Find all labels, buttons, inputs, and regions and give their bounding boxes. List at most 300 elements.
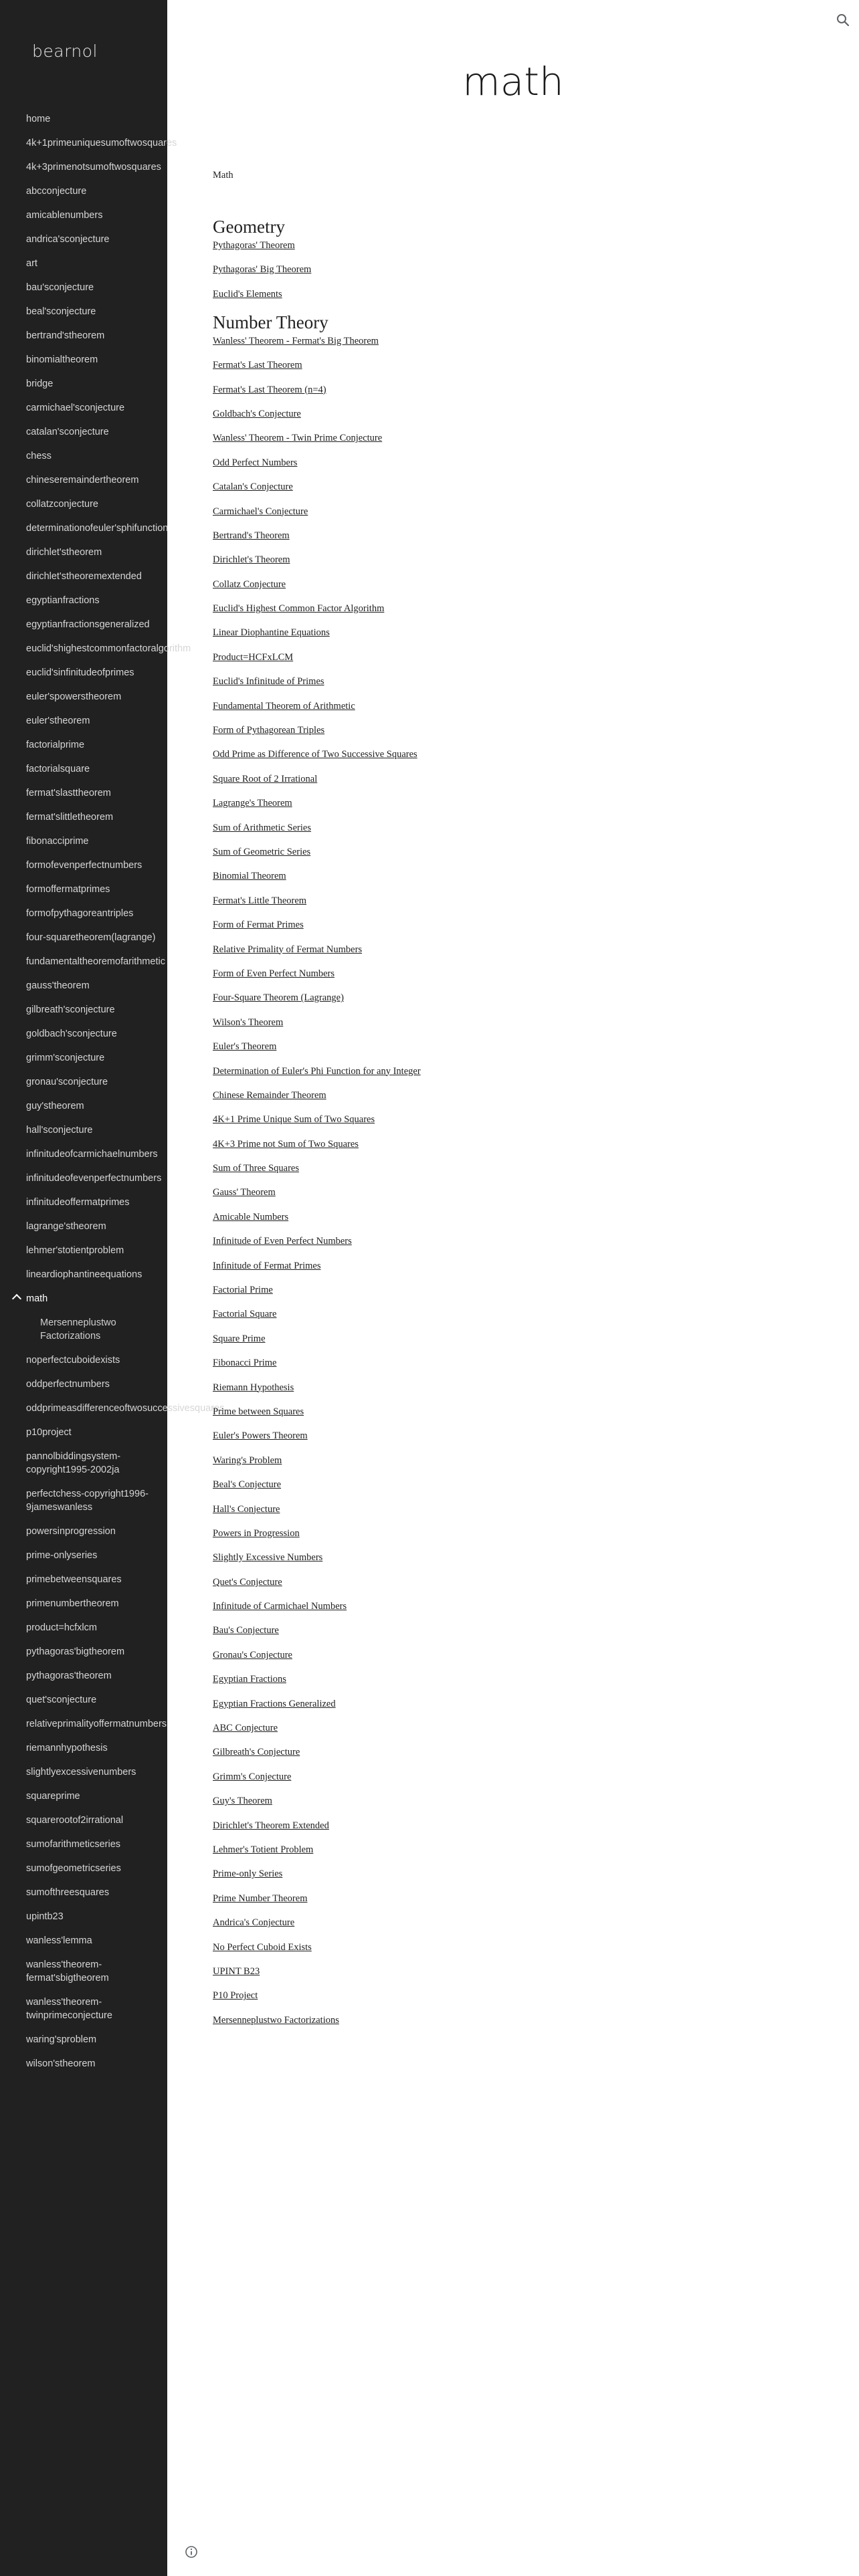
sidebar-item-bau-sconjecture[interactable] <box>0 276 167 300</box>
list-item <box>213 1624 815 1637</box>
sidebar-item-wanless-theorem-fermat-sbigtheorem[interactable] <box>0 1953 167 1990</box>
sidebar-item-label: 4k+3primenotsumoftwosquares <box>26 162 161 173</box>
page-link[interactable]: Product=HCFxLCM <box>213 651 294 663</box>
sidebar-item-product-hcfxlcm[interactable] <box>0 1616 167 1640</box>
page-link[interactable]: Bertrand's Theorem <box>213 530 290 541</box>
page-link[interactable]: Form of Even Perfect Numbers <box>213 968 335 979</box>
sidebar-item-label: formoffermatprimes <box>26 884 110 895</box>
list-item <box>213 772 815 786</box>
sidebar-item-label: fermat'slasttheorem <box>26 788 111 798</box>
page-link[interactable]: Factorial Prime <box>213 1285 273 1296</box>
page-link[interactable]: Guy's Theorem <box>213 1796 272 1807</box>
sidebar-item-label: pythagoras'theorem <box>26 1671 112 1681</box>
page-link[interactable]: Euclid's Infinitude of Primes <box>213 676 324 687</box>
page-link[interactable]: Form of Fermat Primes <box>213 920 304 931</box>
page-link[interactable]: Amicable Numbers <box>213 1211 289 1222</box>
site-title[interactable]: bearnol <box>32 41 98 61</box>
list-item <box>213 943 815 956</box>
page-link[interactable]: Prime between Squares <box>213 1406 304 1417</box>
page-link[interactable]: Quet's Conjecture <box>213 1576 282 1588</box>
page-link[interactable]: No Perfect Cuboid Exists <box>213 1941 312 1953</box>
sidebar-item-oddprimeasdifferenceoftwosuccessivesquares[interactable] <box>0 1396 225 1420</box>
page-link[interactable]: Square Prime <box>213 1333 266 1344</box>
list-item <box>213 1697 815 1711</box>
sidebar-item-fundamentaltheoremofarithmetic[interactable] <box>0 950 167 974</box>
page-link[interactable]: Euclid's Highest Common Factor Algorithm <box>213 603 385 615</box>
sidebar-item-label: primebetweensquares <box>26 1574 122 1585</box>
list-item <box>213 383 815 397</box>
sidebar-item-label: bertrand'stheorem <box>26 330 105 341</box>
list-item <box>213 602 815 615</box>
sidebar-item-label: riemannhypothesis <box>26 1743 108 1753</box>
sidebar-item-determinationofeuler-sphifunction[interactable] <box>0 516 167 540</box>
page-link[interactable]: Gilbreath's Conjecture <box>213 1747 300 1758</box>
list-item <box>213 626 815 639</box>
sidebar-item-formofevenperfectnumbers[interactable] <box>0 853 167 877</box>
list-item <box>213 821 815 835</box>
page-link[interactable]: Prime-only Series <box>213 1868 283 1880</box>
page-link[interactable]: Waring's Problem <box>213 1455 282 1466</box>
sidebar-item-label: sumofgeometricseries <box>26 1863 121 1874</box>
sidebar-item-label: sumofarithmeticseries <box>26 1839 121 1850</box>
sidebar-item-label: factorialsquare <box>26 764 90 774</box>
sidebar-item-formoffermatprimes[interactable] <box>0 877 167 901</box>
sidebar-item-label: determinationofeuler'sphifunction <box>26 523 169 534</box>
sidebar-item-label: art <box>26 258 37 269</box>
list-item <box>213 1381 815 1394</box>
sidebar-item-label: home <box>26 114 51 124</box>
sidebar-item-label: catalan'sconjecture <box>26 427 109 437</box>
list-item <box>213 1138 815 1151</box>
sidebar-item-label: oddprimeasdifferenceoftwosuccessivesquares <box>26 1403 225 1414</box>
sidebar-item-lehmer-stotientproblem[interactable] <box>0 1239 167 1263</box>
sidebar-item-label: dirichlet'stheoremextended <box>26 571 142 582</box>
sidebar-item-label: goldbach'sconjecture <box>26 1029 117 1039</box>
sidebar-item-abcconjecture[interactable] <box>0 179 167 203</box>
list-item <box>213 1259 815 1273</box>
sidebar-item-label: gilbreath'sconjecture <box>26 1004 115 1015</box>
page-link[interactable]: Dirichlet's Theorem Extended <box>213 1820 329 1831</box>
page-link[interactable]: Factorial Square <box>213 1309 277 1320</box>
sidebar-item-primenumbertheorem[interactable] <box>0 1592 167 1616</box>
sidebar-item-label: math <box>26 1293 48 1304</box>
section-heading-number-theory: Number Theory <box>213 312 328 332</box>
sidebar-item-gilbreath-sconjecture[interactable] <box>0 998 167 1022</box>
page-link[interactable]: Linear Diophantine Equations <box>213 627 330 639</box>
sidebar-item-grimm-sconjecture[interactable] <box>0 1046 167 1070</box>
sidebar-item-art[interactable] <box>0 251 167 276</box>
page-link[interactable]: Infinitude of Even Perfect Numbers <box>213 1236 352 1247</box>
sidebar-item-label: formofpythagoreantriples <box>26 908 134 919</box>
sidebar-item-four-squaretheorem-lagrange[interactable] <box>0 926 167 950</box>
page-link[interactable]: Fundamental Theorem of Arithmetic <box>213 700 355 712</box>
intro-text: Math <box>213 170 233 181</box>
list-item <box>213 1721 815 1735</box>
sidebar-item-squareprime[interactable] <box>0 1784 167 1808</box>
sidebar-item-infinitudeofevenperfectnumbers[interactable] <box>0 1166 167 1190</box>
sidebar-item-label: grimm'sconjecture <box>26 1053 105 1063</box>
page-link[interactable]: Dirichlet's Theorem <box>213 554 290 566</box>
page-link[interactable]: Euler's Powers Theorem <box>213 1430 308 1442</box>
sidebar-item-wanless-theorem-twinprimeconjecture[interactable] <box>0 1990 167 2028</box>
sidebar-item-waring-sproblem[interactable] <box>0 2028 167 2052</box>
sidebar-item-wilson-stheorem[interactable] <box>0 2052 167 2076</box>
sidebar-item-label: infinitudeoffermatprimes <box>26 1197 130 1208</box>
list-item <box>213 1819 815 1832</box>
sidebar-item-noperfectcuboidexists[interactable] <box>0 1348 167 1372</box>
sidebar-item-pythagoras-bigtheorem[interactable] <box>0 1640 167 1664</box>
list-item <box>213 1941 815 1954</box>
sidebar-item-bridge[interactable] <box>0 372 167 396</box>
list-item <box>213 1162 815 1175</box>
list-item <box>213 578 815 591</box>
sidebar-item-label: upintb23 <box>26 1911 64 1922</box>
list-item <box>213 553 815 566</box>
page-link[interactable]: Infinitude of Carmichael Numbers <box>213 1601 347 1612</box>
sidebar-item-4k-3primenotsumoftwosquares[interactable] <box>0 155 167 179</box>
sidebar-item-collatzconjecture[interactable] <box>0 492 167 516</box>
sidebar-item-label: infinitudeofcarmichaelnumbers <box>26 1149 158 1160</box>
list-item <box>213 918 815 932</box>
page-link[interactable]: Slightly Excessive Numbers <box>213 1552 323 1564</box>
sidebar-item-euclid-shighestcommonfactoralgorithm[interactable] <box>0 637 191 661</box>
sidebar-item-label: gronau'sconjecture <box>26 1077 108 1087</box>
sidebar-item-perfectchess-copyright1996-9jameswanless[interactable] <box>0 1482 167 1519</box>
list-item <box>213 1989 815 2002</box>
sidebar-item-label: noperfectcuboidexists <box>26 1355 120 1366</box>
sidebar-item-sumofthreesquares[interactable] <box>0 1881 167 1905</box>
page-link[interactable]: 4K+1 Prime Unique Sum of Two Squares <box>213 1114 375 1125</box>
page-link[interactable]: Lagrange's Theorem <box>213 798 292 809</box>
page-link[interactable]: Fermat's Last Theorem <box>213 360 302 371</box>
sidebar-item-amicablenumbers[interactable] <box>0 203 167 227</box>
sidebar-item-euler-stheorem[interactable] <box>0 709 167 733</box>
list-item <box>213 869 815 883</box>
list-item <box>213 1089 815 1102</box>
page-link[interactable]: Pythagoras' Big Theorem <box>213 264 312 276</box>
list-item <box>213 991 815 1004</box>
page-link[interactable]: Gauss' Theorem <box>213 1187 276 1198</box>
sidebar-item-label: lagrange'stheorem <box>26 1221 106 1232</box>
page-link[interactable]: Odd Perfect Numbers <box>213 457 298 468</box>
page-link[interactable]: Andrica's Conjecture <box>213 1917 295 1929</box>
sidebar-item-factorialprime[interactable] <box>0 733 167 757</box>
sidebar-item-label: fibonacciprime <box>26 836 89 847</box>
list-item <box>213 1040 815 1053</box>
page-link[interactable]: P10 Project <box>213 1990 258 2002</box>
sidebar-item-label: 4k+1primeuniquesumoftwosquares <box>26 138 177 148</box>
sidebar-item-carmichael-sconjecture[interactable] <box>0 396 167 420</box>
page-link[interactable]: Gronau's Conjecture <box>213 1649 292 1660</box>
sidebar-item-label: wanless'theorem-twinprimeconjecture <box>26 1997 112 2021</box>
sidebar-item-gauss-theorem[interactable] <box>0 974 167 998</box>
sidebar-item-label: wanless'theorem-fermat'sbigtheorem <box>26 1959 109 1983</box>
page-link[interactable]: Euclid's Elements <box>213 288 282 300</box>
list-item <box>213 1965 815 1978</box>
sidebar-item-sumofarithmeticseries[interactable] <box>0 1832 167 1856</box>
list-item <box>213 1503 815 1516</box>
sidebar-item-egyptianfractionsgeneralized[interactable] <box>0 613 167 637</box>
page-link[interactable]: Square Root of 2 Irrational <box>213 773 318 784</box>
list-item <box>213 748 815 761</box>
sidebar-item-infinitudeofcarmichaelnumbers[interactable] <box>0 1142 167 1166</box>
page-link[interactable]: Four-Square Theorem (Lagrange) <box>213 992 344 1004</box>
list-item <box>213 1600 815 1613</box>
search-icon[interactable] <box>835 12 851 28</box>
sidebar-item-fermat-slasttheorem[interactable] <box>0 781 167 805</box>
sidebar-item-slightlyexcessivenumbers[interactable] <box>0 1760 167 1784</box>
page-link[interactable]: Fermat's Little Theorem <box>213 895 307 906</box>
sidebar-item-p10project[interactable] <box>0 1420 167 1444</box>
list-item <box>213 845 815 859</box>
sidebar-item-label: formofevenperfectnumbers <box>26 860 142 871</box>
sidebar-item-label: fundamentaltheoremofarithmetic <box>26 956 165 967</box>
sidebar-item-egyptianfractions[interactable] <box>0 588 167 613</box>
sidebar-item-bertrand-stheorem[interactable] <box>0 324 167 348</box>
page-link[interactable]: Grimm's Conjecture <box>213 1771 292 1782</box>
list-item <box>213 263 815 276</box>
list-item <box>213 1648 815 1662</box>
sidebar-item-4k-1primeuniquesumoftwosquares[interactable] <box>0 131 177 155</box>
sidebar-item-chineseremaindertheorem[interactable] <box>0 468 167 492</box>
sidebar-item-label: euler'spowerstheorem <box>26 691 122 702</box>
list-item <box>213 1454 815 1467</box>
sidebar-item-lagrange-stheorem[interactable] <box>0 1214 167 1239</box>
sidebar-item-catalan-sconjecture[interactable] <box>0 420 167 444</box>
sidebar-item-binomialtheorem[interactable] <box>0 348 167 372</box>
list-item <box>213 505 815 518</box>
list-item <box>213 1843 815 1856</box>
list-item <box>213 894 815 907</box>
sidebar-item-label: egyptianfractions <box>26 595 100 606</box>
sidebar-item-label: Mersenneplustwo Factorizations <box>40 1317 116 1341</box>
sidebar-item-label: lehmer'stotientproblem <box>26 1245 124 1256</box>
sidebar-item-chess[interactable] <box>0 444 167 468</box>
list-item <box>213 700 815 713</box>
page-link[interactable]: Prime Number Theorem <box>213 1893 308 1904</box>
sidebar-item-label: p10project <box>26 1427 72 1438</box>
page-link[interactable]: Lehmer's Totient Problem <box>213 1844 314 1855</box>
page-link[interactable]: Carmichael's Conjecture <box>213 506 308 517</box>
sidebar-item-prime-onlyseries[interactable] <box>0 1543 167 1568</box>
main-content <box>213 167 815 2038</box>
sidebar-item-label: hall'sconjecture <box>26 1125 93 1136</box>
sidebar-item-guy-stheorem[interactable] <box>0 1094 167 1118</box>
list-item <box>213 1113 815 1126</box>
sidebar-item-label: factorialprime <box>26 740 85 750</box>
list-item <box>213 1307 815 1321</box>
sidebar-item-label: euclid'shighestcommonfactoralgorithm <box>26 643 191 654</box>
sidebar-item-wanless-lemma[interactable] <box>0 1929 167 1953</box>
list-item <box>213 239 815 252</box>
info-icon[interactable] <box>185 2545 198 2559</box>
sidebar-item-label: andrica'sconjecture <box>26 234 110 245</box>
sidebar-item-label: fermat'slittletheorem <box>26 812 114 823</box>
page-link[interactable]: Powers in Progression <box>213 1527 300 1539</box>
geometry-link-list <box>213 239 815 301</box>
list-item <box>213 1356 815 1370</box>
list-item <box>213 1794 815 1808</box>
chevron-up-icon[interactable] <box>12 1294 21 1303</box>
list-item <box>213 1527 815 1540</box>
sidebar-item-label: collatzconjecture <box>26 499 98 510</box>
page-link[interactable]: Wanless' Theorem - Twin Prime Conjecture <box>213 433 383 444</box>
list-item <box>213 480 815 494</box>
list-item <box>213 1210 815 1224</box>
sidebar-item-label: beal'sconjecture <box>26 306 96 317</box>
sidebar-item-powersinprogression[interactable] <box>0 1519 167 1543</box>
list-item <box>213 2014 815 2027</box>
sidebar-item-upintb23[interactable] <box>0 1905 167 1929</box>
list-item <box>213 1867 815 1881</box>
sidebar-item-factorialsquare[interactable] <box>0 757 167 781</box>
page-link[interactable]: Egyptian Fractions Generalized <box>213 1698 336 1709</box>
sidebar-item-home[interactable] <box>0 107 167 131</box>
page-link[interactable]: Goldbach's Conjecture <box>213 408 301 419</box>
sidebar-item-squarerootof2irrational[interactable] <box>0 1808 167 1832</box>
list-item <box>213 288 815 301</box>
page-link[interactable]: 4K+3 Prime not Sum of Two Squares <box>213 1138 359 1150</box>
sidebar-item-dirichlet-stheorem[interactable] <box>0 540 167 564</box>
sidebar-item-label: wilson'stheorem <box>26 2058 96 2069</box>
sidebar-item-primebetweensquares[interactable] <box>0 1568 167 1592</box>
list-item <box>213 1186 815 1199</box>
page-link[interactable]: Hall's Conjecture <box>213 1503 280 1515</box>
page-link[interactable]: Egyptian Fractions <box>213 1674 286 1685</box>
sidebar-item-label: powersinprogression <box>26 1526 116 1537</box>
sidebar-item-label: dirichlet'stheorem <box>26 547 102 558</box>
sidebar-item-label: pannolbiddingsystem-copyright1995-2002ja <box>26 1451 121 1475</box>
sidebar-item-euclid-sinfinitudeofprimes[interactable] <box>0 661 167 685</box>
sidebar-item-label: pythagoras'bigtheorem <box>26 1646 125 1657</box>
section-heading-geometry: Geometry <box>213 217 285 237</box>
sidebar-item-label: quet'sconjecture <box>26 1695 97 1705</box>
list-item <box>213 1673 815 1686</box>
list-item <box>213 407 815 421</box>
sidebar-item-sumofgeometricseries[interactable] <box>0 1856 167 1881</box>
sidebar-item-dirichlet-stheoremextended[interactable] <box>0 564 167 588</box>
sidebar-item-label: squareprime <box>26 1791 80 1802</box>
sidebar-item-label: slightlyexcessivenumbers <box>26 1767 136 1778</box>
page-link[interactable]: Riemann Hypothesis <box>213 1382 294 1393</box>
page-link[interactable]: Beal's Conjecture <box>213 1479 282 1491</box>
list-item <box>213 529 815 542</box>
sidebar-item-label: primenumbertheorem <box>26 1598 119 1609</box>
sidebar-item-lineardiophantineequations[interactable] <box>0 1263 167 1287</box>
list-item <box>213 1235 815 1248</box>
page-link[interactable]: Mersenneplustwo Factorizations <box>213 2014 339 2026</box>
sidebar-item-label: lineardiophantineequations <box>26 1269 142 1280</box>
sidebar-item-label: squarerootof2irrational <box>26 1815 124 1826</box>
page-link[interactable]: Wilson's Theorem <box>213 1016 284 1028</box>
page-link[interactable]: Odd Prime as Difference of Two Successive Squares <box>213 749 417 760</box>
sidebar-item-beal-sconjecture[interactable] <box>0 300 167 324</box>
list-item <box>213 724 815 737</box>
sidebar-item-pannolbiddingsystem-copyright1995-2002ja[interactable] <box>0 1444 167 1482</box>
sidebar-item-label: four-squaretheorem(lagrange) <box>26 932 156 943</box>
sidebar-item-label: relativeprimalityoffermatnumbers <box>26 1719 167 1729</box>
sidebar-item-goldbach-sconjecture[interactable] <box>0 1022 167 1046</box>
page-link[interactable]: Binomial Theorem <box>213 871 286 882</box>
sidebar-item-math[interactable] <box>0 1287 167 1311</box>
list-item <box>213 1016 815 1029</box>
list-item <box>213 675 815 688</box>
page-link[interactable]: Bau's Conjecture <box>213 1625 279 1636</box>
sidebar-item-mersenneplustwo-factorizations[interactable] <box>0 1311 167 1348</box>
list-item <box>213 358 815 372</box>
sidebar-item-formofpythagoreantriples[interactable] <box>0 901 167 926</box>
list-item <box>213 1916 815 1929</box>
sidebar-item-label: guy'stheorem <box>26 1101 84 1111</box>
sidebar-item-label: euler'stheorem <box>26 716 90 726</box>
sidebar-item-fibonacciprime[interactable] <box>0 829 167 853</box>
sidebar-item-pythagoras-theorem[interactable] <box>0 1664 167 1688</box>
sidebar-item-label: wanless'lemma <box>26 1935 92 1946</box>
sidebar-item-label: gauss'theorem <box>26 980 90 991</box>
page-link[interactable]: Relative Primality of Fermat Numbers <box>213 944 363 955</box>
list-item <box>213 456 815 469</box>
sidebar-item-label: amicablenumbers <box>26 210 103 221</box>
list-item <box>213 1283 815 1297</box>
page-link[interactable]: Pythagoras' Theorem <box>213 240 295 251</box>
sidebar-item-label: chess <box>26 451 52 461</box>
page-link[interactable]: Fibonacci Prime <box>213 1358 277 1369</box>
page-link[interactable]: ABC Conjecture <box>213 1723 278 1734</box>
sidebar-item-riemannhypothesis[interactable] <box>0 1736 167 1760</box>
page-link[interactable]: Form of Pythagorean Triples <box>213 725 325 736</box>
sidebar-item-label: perfectchess-copyright1996-9jameswanless <box>26 1489 149 1513</box>
page-link[interactable]: Sum of Geometric Series <box>213 846 311 857</box>
sidebar-item-label: bau'sconjecture <box>26 282 94 293</box>
list-item <box>213 1478 815 1491</box>
page-link[interactable]: Determination of Euler's Phi Function for any Integer <box>213 1065 421 1077</box>
page-title: math <box>462 59 564 104</box>
sidebar-item-label: infinitudeofevenperfectnumbers <box>26 1173 162 1184</box>
page-link[interactable]: Catalan's Conjecture <box>213 481 293 493</box>
list-item <box>213 1332 815 1346</box>
sidebar-item-label: oddperfectnumbers <box>26 1379 110 1390</box>
sidebar-item-label: product=hcfxlcm <box>26 1622 97 1633</box>
page-link[interactable]: Infinitude of Fermat Primes <box>213 1260 321 1271</box>
sidebar-item-andrica-sconjecture[interactable] <box>0 227 167 251</box>
sidebar-item-label: bridge <box>26 379 54 389</box>
sidebar-item-label: binomialtheorem <box>26 354 98 365</box>
page-link[interactable]: Sum of Three Squares <box>213 1163 299 1174</box>
sidebar-item-gronau-sconjecture[interactable] <box>0 1070 167 1094</box>
page-link[interactable]: Wanless' Theorem - Fermat's Big Theorem <box>213 335 379 346</box>
page-link[interactable]: Euler's Theorem <box>213 1041 277 1053</box>
sidebar-item-hall-sconjecture[interactable] <box>0 1118 167 1142</box>
list-item <box>213 651 815 664</box>
sidebar-item-euler-spowerstheorem[interactable] <box>0 685 167 709</box>
page-link[interactable]: Fermat's Last Theorem (n=4) <box>213 384 326 395</box>
sidebar-item-quet-sconjecture[interactable] <box>0 1688 167 1712</box>
list-item <box>213 1745 815 1759</box>
number-theory-link-list <box>213 334 815 2027</box>
sidebar-item-oddperfectnumbers[interactable] <box>0 1372 167 1396</box>
list-item <box>213 1065 815 1078</box>
page-link[interactable]: UPINT B23 <box>213 1965 260 1977</box>
sidebar-item-fermat-slittletheorem[interactable] <box>0 805 167 829</box>
sidebar-item-label: waring'sproblem <box>26 2034 97 2045</box>
page-link[interactable]: Chinese Remainder Theorem <box>213 1089 326 1101</box>
sidebar-item-relativeprimalityoffermatnumbers[interactable] <box>0 1712 167 1736</box>
sidebar-item-label: abcconjecture <box>26 186 87 197</box>
sidebar-item-infinitudeoffermatprimes[interactable] <box>0 1190 167 1214</box>
page-link[interactable]: Sum of Arithmetic Series <box>213 822 311 833</box>
list-item <box>213 1576 815 1589</box>
page-link[interactable]: Collatz Conjecture <box>213 578 286 590</box>
